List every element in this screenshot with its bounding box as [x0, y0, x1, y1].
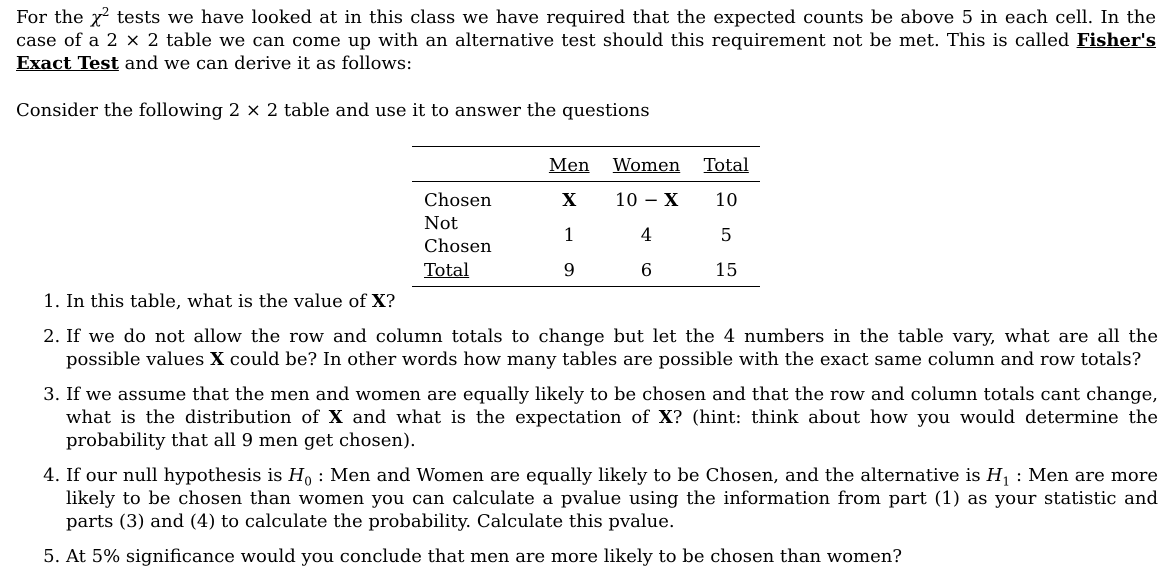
q1-x: X [371, 291, 386, 312]
q2-x: X [210, 349, 225, 370]
lead-sentence: Consider the following 2 × 2 table and use it to answer the questions [16, 100, 650, 121]
q3-text-b: and what is the expectation of [342, 407, 659, 428]
q3-x1: X [328, 407, 343, 428]
q4-text-b: : Men and Women are equally likely to be Chosen, and the alternative is [311, 465, 987, 486]
row-label: Total [424, 259, 470, 281]
cell-men: X [562, 189, 577, 211]
contingency-table [412, 146, 760, 287]
table-row [412, 258, 760, 287]
cell-men: 9 [563, 259, 575, 281]
header-blank [412, 147, 538, 182]
question-1 [66, 290, 1158, 313]
header-men: Men [538, 147, 601, 182]
cell-women: 4 [640, 224, 653, 246]
cell-women: 6 [640, 259, 653, 281]
chi-superscript: 2 [101, 5, 110, 19]
q1-text-a: In this table, what is the value of [66, 291, 372, 312]
question-3 [66, 383, 1158, 452]
question-list [24, 290, 1158, 580]
q3-text-a: If we assume that the men and women are equally likely to be chosen and that the row and column totals cant change, what is the distribution of [66, 384, 1158, 428]
q3-text-c: ? (hint: think about how you would determine the probability that all 9 men get chosen). [66, 407, 1159, 451]
question-5: 5. At 5% significance would you conclude that men are more likely to be chosen than women? [66, 545, 1158, 568]
cell-total: 5 [720, 224, 732, 246]
q4-h0: H [288, 465, 305, 486]
intro-text-2: tests we have looked at in this class we have required that the expected counts be above 5 in each cell. In the case of a 2 × 2 table we can come up with an alternative test should this requirement not be met. This is called [16, 7, 1156, 51]
header-women: Women [601, 147, 693, 182]
table-row [412, 212, 760, 258]
q2-text-a: If we do not allow the row and column totals to change but let the 4 numbers in the table vary, what are all the possible values [66, 326, 1158, 370]
chi-symbol: χ [90, 7, 102, 28]
table-row [412, 182, 760, 213]
q4-h0-sub: 0 [304, 474, 312, 489]
intro-text-3: and we can derive it as follows: [118, 53, 413, 74]
cell-total: 15 [714, 259, 738, 281]
cell-women-text: 10 − X [614, 189, 679, 211]
intro-text-1: For the [16, 7, 91, 28]
cell-men: 1 [563, 224, 575, 246]
header-total: Total [693, 147, 760, 182]
row-label: Chosen [424, 189, 492, 211]
contingency-table-wrapper [412, 146, 760, 287]
q4-text-c: : Men are more likely to be chosen than women you can calculate a pvalue using the information from part (1) as your statistic and parts (3) and (4) to calculate the probability. Calculate this pvalue. [66, 465, 1158, 532]
cell-total: 10 [714, 189, 738, 211]
q4-text-a: If our null hypothesis is [66, 465, 289, 486]
q4-h1-sub: 1 [1002, 474, 1010, 489]
fishers-exact-test-term: Fisher's Exact Test [16, 30, 1156, 74]
intro-paragraph [16, 6, 1156, 75]
table-header-row [412, 147, 760, 182]
q1-text-b: ? [385, 291, 396, 312]
question-2 [66, 325, 1158, 371]
q2-text-b: could be? In other words how many tables are possible with the exact same column and row totals? [224, 349, 1142, 370]
q3-x2: X [658, 407, 673, 428]
cell-women [601, 182, 693, 213]
question-4 [66, 464, 1158, 533]
row-label: Not Chosen [424, 213, 492, 257]
q4-h1: H [986, 465, 1003, 486]
